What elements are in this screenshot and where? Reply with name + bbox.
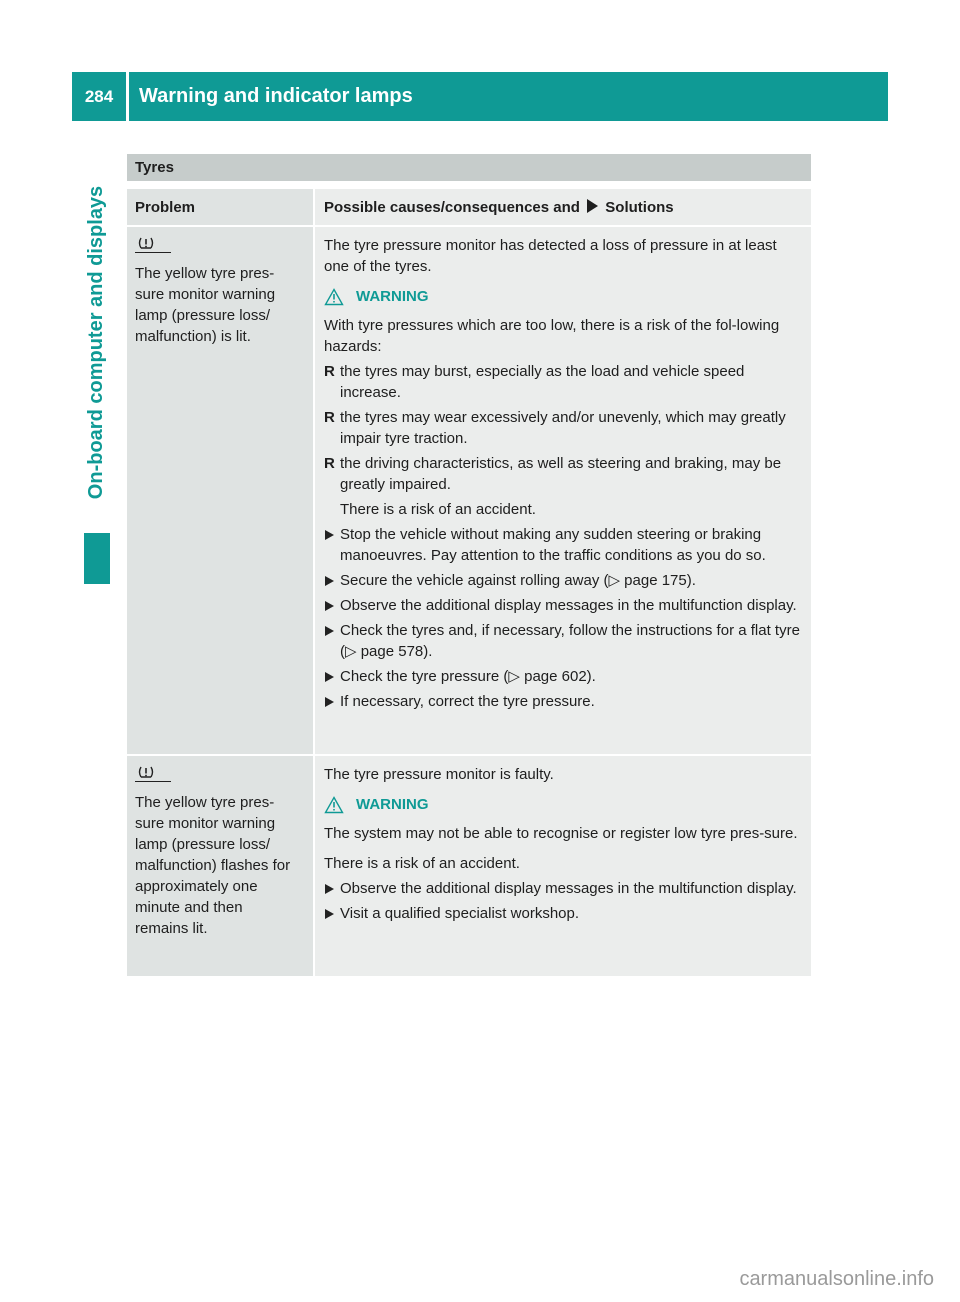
side-chapter-marker [84, 533, 110, 584]
solutions-cell [315, 756, 811, 976]
table-header-row [127, 189, 811, 225]
problem-cell [127, 756, 313, 976]
warning-text: With tyre pressures which are too low, there is a risk of the fol-lowing hazards: [324, 317, 780, 355]
bullet-text: the tyres may burst, especially as the load and vehicle speed increase. [340, 363, 745, 401]
tyre-pressure-lamp-icon [135, 235, 171, 253]
warning-label: WARNING [356, 796, 429, 813]
side-chapter-tab [84, 154, 110, 530]
list-item [324, 407, 805, 449]
action-arrow-icon [325, 601, 334, 611]
problem-text: The yellow tyre pres- sure monitor warning lamp (pressure loss/ malfunction) is lit. [135, 265, 276, 345]
list-item [324, 878, 805, 899]
step-text: Observe the additional display messages in the multifunction display. [340, 597, 797, 614]
warning-triangle-icon [324, 288, 344, 306]
table-row [127, 756, 811, 976]
list-item [324, 361, 805, 403]
action-arrow-icon [325, 909, 334, 919]
list-item [324, 620, 805, 662]
action-arrow-icon [325, 672, 334, 682]
problem-cell [127, 227, 313, 754]
action-arrow-icon [325, 530, 334, 540]
bullet-r-icon: R [324, 409, 335, 426]
list-item [324, 691, 805, 712]
step-text: Check the tyre pressure (▷ page 602). [340, 668, 596, 685]
action-arrow-icon [325, 697, 334, 707]
action-arrow-icon [325, 884, 334, 894]
tyres-table [127, 154, 811, 976]
header-solutions-label: Solutions [605, 199, 674, 216]
step-text: Observe the additional display messages in the multifunction display. [340, 880, 797, 897]
bullet-text: the tyres may wear excessively and/or unevenly, which may greatly impair tyre traction. [340, 409, 786, 447]
tyre-pressure-lamp-icon [135, 764, 171, 782]
header-problem: Problem [127, 189, 313, 225]
side-chapter-label: On-board computer and displays [85, 185, 108, 499]
list-item [324, 524, 805, 566]
step-text: Check the tyres and, if necessary, follow the instructions for a flat tyre (▷ page 578). [340, 622, 800, 660]
list-item [324, 666, 805, 687]
header-solutions-text: Possible causes/consequences and [324, 199, 580, 216]
risk-text: There is a risk of an accident. [340, 501, 536, 518]
page-number: 284 [72, 72, 126, 121]
list-item [324, 453, 805, 495]
bullet-r-icon: R [324, 363, 335, 380]
header-solutions [315, 189, 811, 225]
bullet-text: the driving characteristics, as well as steering and braking, may be greatly impaired. [340, 455, 782, 493]
warning-heading [324, 286, 805, 307]
table-caption: Tyres [127, 154, 811, 181]
table-row [127, 227, 811, 754]
step-text: Visit a qualified specialist workshop. [340, 905, 580, 922]
watermark: carmanualsonline.info [739, 1268, 934, 1290]
action-arrow-icon [325, 576, 334, 586]
warning-label: WARNING [356, 288, 429, 305]
risk-text: There is a risk of an accident. [324, 855, 520, 872]
action-arrow-icon [325, 626, 334, 636]
action-arrow-icon [587, 199, 598, 213]
page-title: Warning and indicator lamps [129, 72, 888, 121]
step-text: If necessary, correct the tyre pressure. [340, 693, 595, 710]
list-item [324, 903, 805, 924]
solutions-cell [315, 227, 811, 754]
bullet-r-icon: R [324, 455, 335, 472]
warning-triangle-icon [324, 796, 344, 814]
warning-text: The system may not be able to recognise or register low tyre pres-sure. [324, 825, 798, 842]
step-text: Secure the vehicle against rolling away (▷ page 175). [340, 572, 696, 589]
problem-text: The yellow tyre pres- sure monitor warning lamp (pressure loss/ malfunction) flashes for approximately one minute and then remains lit. [135, 794, 291, 937]
cause-text: The tyre pressure monitor has detected a loss of pressure in at least one of the tyres. [324, 237, 777, 275]
list-item [324, 570, 805, 591]
list-item [324, 595, 805, 616]
warning-heading [324, 794, 805, 815]
cause-text: The tyre pressure monitor is faulty. [324, 766, 554, 783]
step-text: Stop the vehicle without making any sudden steering or braking manoeuvres. Pay attention to the traffic conditions as you do so. [340, 526, 766, 564]
